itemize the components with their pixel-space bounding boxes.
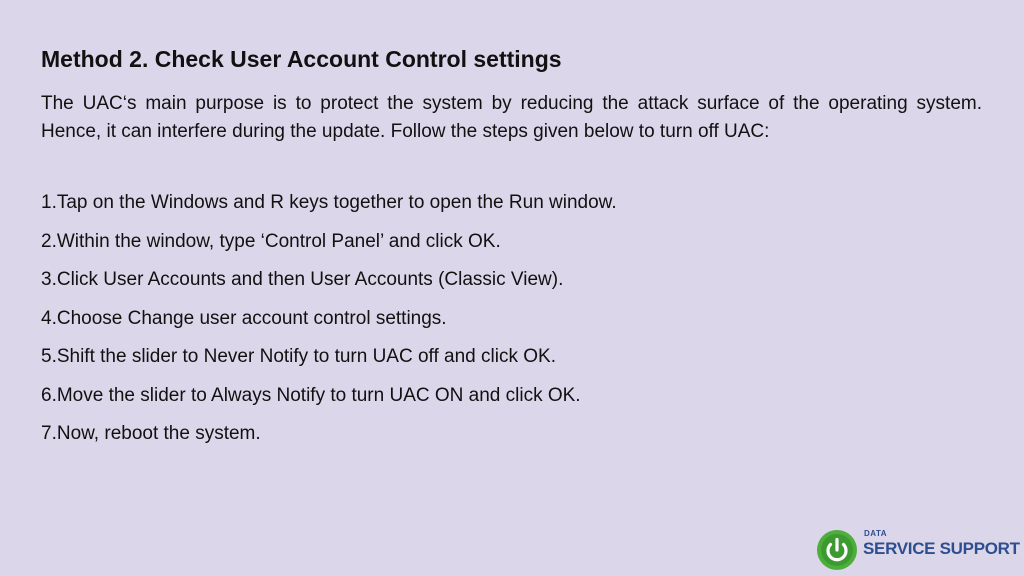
logo-main-text: SERVICE SUPPORT (863, 539, 1020, 558)
steps-list (41, 190, 981, 460)
list-item: 1.Tap on the Windows and R keys together to open the Run window. (41, 192, 617, 213)
list-item: 5.Shift the slider to Never Notify to turn UAC off and click OK. (41, 346, 556, 367)
slide-title: Method 2. Check User Account Control settings (41, 46, 562, 72)
list-item: 3.Click User Accounts and then User Accounts (Classic View). (41, 269, 564, 290)
list-item: 4.Choose Change user account control settings. (41, 307, 447, 329)
intro-paragraph: The UAC‘s main purpose is to protect the system by reducing the attack surface of the operating system. Hence, it can interfere during the update. Follow the steps given below to turn off UAC: (41, 93, 982, 142)
data-service-support-logo (816, 527, 1022, 573)
power-icon (816, 529, 858, 571)
list-item: 6.Move the slider to Always Notify to turn UAC ON and click OK. (41, 384, 581, 406)
list-item: 7.Now, reboot the system. (41, 423, 261, 444)
list-item: 2.Within the window, type ‘Control Panel’ and click OK. (41, 230, 501, 252)
logo-small-text: DATA (864, 529, 888, 538)
